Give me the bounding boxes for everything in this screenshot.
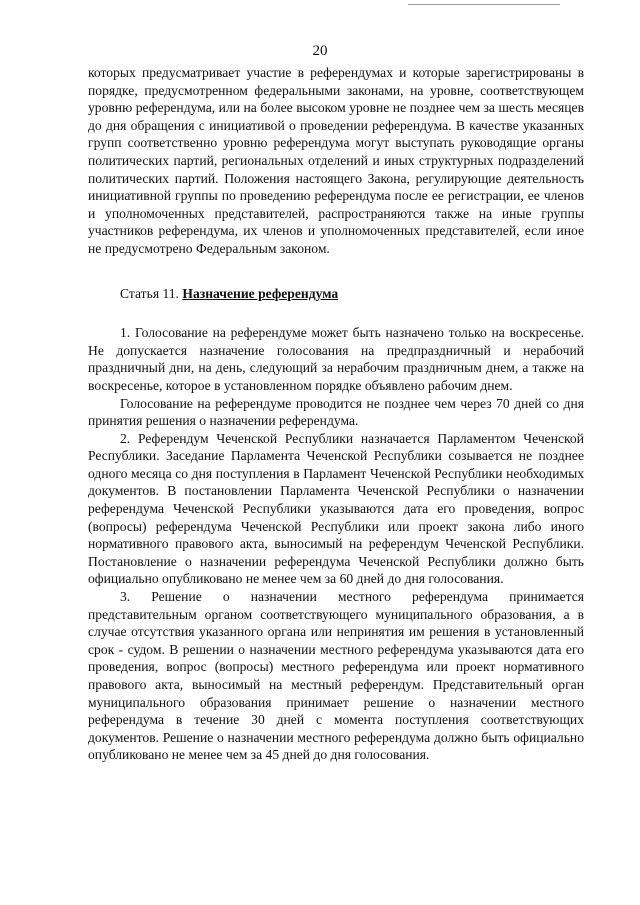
document-body — [88, 64, 584, 764]
top-rule — [408, 4, 560, 5]
paragraph-3: 3. Решение о назначении местного референдума принимается представительным органом соответствующего муниципального образования, а в случае отсутствия указанного органа или непринятия им решения в установленный срок - судом. В решении о назначении местного референдума указываются дата его проведения, вопрос (вопросы) местного референдума или проект нормативного правового акта, выносимый на местный референдум. Представительный орган муниципального образования принимает решение о назначении местного референдума в течение 30 дней с момента поступления соответствующих документов. Решение о назначении местного референдума должно быть официально опубликовано не менее чем за 45 дней до дня голосования. — [88, 589, 584, 763]
article-heading — [88, 285, 584, 303]
article-title: Назначение референдума — [182, 285, 339, 301]
page-number: 20 — [312, 43, 328, 59]
intro-paragraph: которых предусматривает участие в референдумах и которые зарегистрированы в порядке, предусмотренном федеральными законами, на уровне, соответствующем уровню референдума, или на более высоком уровне не позднее чем за шесть месяцев до дня обращения с инициативой о проведении референдума. В качестве указанных групп соответственно уровню референдума могут выступать руководящие органы политических партий, региональных отделений и иных структурных подразделений политических партий. Положения настоящего Закона, регулирующие деятельность инициативной группы по проведению референдума после ее регистрации, ее членов и уполномоченных представителей, распространяются также на иные группы участников референдума, их членов и уполномоченных представителей, если иное не предусмотрено Федеральным законом. — [88, 65, 584, 256]
paragraph-2: 2. Референдум Чеченской Республики назначается Парламентом Чеченской Республики. Заседание Парламента Чеченской Республики созывается не позднее одного месяца со дня поступления в Парламент Чеченской Республики необходимых документов. В постановлении Парламента Чеченской Республики о назначении референдума Чеченской Республики указываются дата его проведения, вопрос (вопросы) референдума Чеченской Республики или проект закона либо иного нормативного правового акта, выносимый на референдум Чеченской Республики. Постановление о назначении референдума Чеченской Республики должно быть официально опубликовано не менее чем за 60 дней до дня голосования. — [88, 430, 584, 587]
article-prefix: Статья 11. — [120, 285, 179, 301]
paragraph-1: 1. Голосование на референдуме может быть назначено только на воскресенье. Не допускается назначение голосования на предпраздничный и нерабочий праздничный дни, на день, следующий за нерабочим праздничным днем, а также на воскресенье, которое в установленном порядке объявлено рабочим днем. — [88, 325, 584, 393]
paragraph-1-continued: Голосование на референдуме проводится не позднее чем через 70 дней со дня принятия решения о назначении референдума. — [88, 395, 584, 429]
